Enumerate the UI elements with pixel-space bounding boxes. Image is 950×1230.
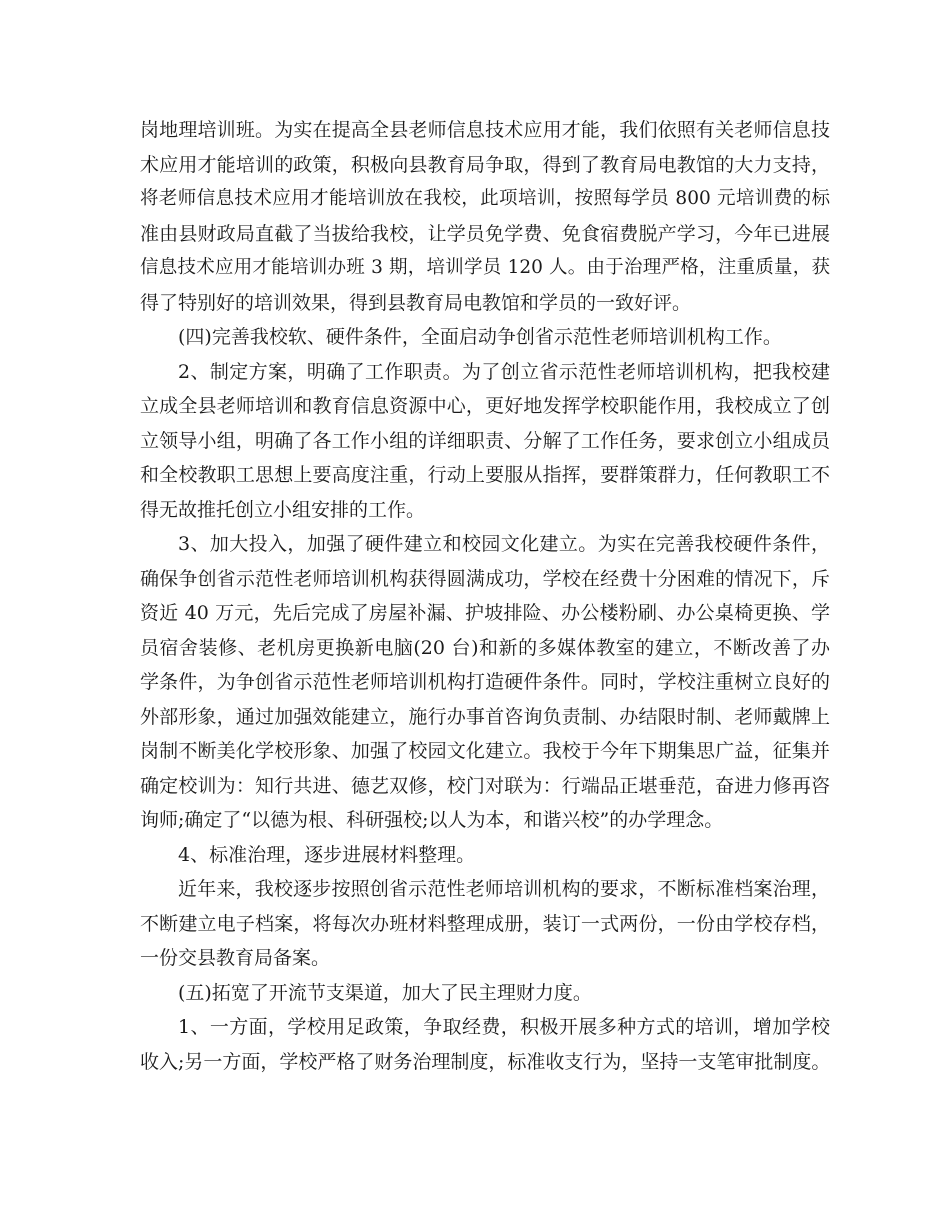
document-body [140, 113, 830, 1079]
text-line: 1、一方面，学校用足政策，争取经费，积极开展多种方式的培训，增加学校 [178, 1016, 830, 1038]
text-line: 资近 40 万元，先后完成了房屋补漏、护坡排险、办公楼粉刷、办公桌椅更换、学 [140, 602, 830, 624]
text-line: 确定校训为：知行共进、德艺双修，校门对联为：行端品正堪垂范，奋进力修再咨 [140, 774, 830, 797]
text-line: 岗制不断美化学校形象、加强了校园文化建立。我校于今年下期集思广益，征集并 [140, 740, 830, 762]
text-line: 得了特别好的培训效果，得到县教育局电教馆和学员的一致好评。 [140, 291, 692, 314]
text-line: (五)拓宽了开流节支渠道，加大了民主理财力度。 [178, 981, 592, 1004]
text-line: 一份交县教育局备案。 [140, 947, 331, 969]
text-line: 得无故推托创立小组安排的工作。 [140, 498, 426, 521]
text-line: 3、加大投入，加强了硬件建立和校园文化建立。为实在完善我校硬件条件， [178, 533, 830, 555]
text-line: 2、制定方案，明确了工作职责。为了创立省示范性老师培训机构，把我校建 [178, 360, 830, 383]
text-line: 近年来，我校逐步按照创省示范性老师培训机构的要求，不断标准档案治理， [178, 878, 830, 900]
text-line: 外部形象，通过加强效能建立，施行办事首咨询负责制、办结限时制、老师戴牌上 [140, 705, 830, 728]
text-line: 信息技术应用才能培训办班 3 期，培训学员 120 人。由于治理严格，注重质量，获 [140, 257, 830, 278]
text-line: 学条件，为争创省示范性老师培训机构打造硬件条件。同时，学校注重树立良好的 [140, 671, 830, 693]
text-line: 将老师信息技术应用才能培训放在我校，此项培训，按照每学员 800 元培训费的标 [140, 188, 830, 209]
text-line: 准由县财政局直截了当拔给我校，让学员免学费、免食宿费脱产学习，今年已进展 [140, 222, 830, 245]
text-line: 员宿舍装修、老机房更换新电脑(20 台)和新的多媒体教室的建立，不断改善了办 [140, 636, 830, 659]
text-line: 4、标准治理，逐步进展材料整理。 [178, 843, 476, 866]
text-line: 确保争创省示范性老师培训机构获得圆满成功，学校在经费十分困难的情况下，斥 [140, 567, 830, 590]
text-line: 岗地理培训班。为实在提高全县老师信息技术应用才能，我们依照有关老师信息技 [140, 119, 830, 141]
text-line: 收入;另一方面，学校严格了财务治理制度，标准收支行为，坚持一支笔审批制度。 [140, 1050, 831, 1073]
text-line: 不断建立电子档案，将每次办班材料整理成册，装订一式两份，一份由学校存档， [140, 912, 830, 935]
text-line: 和全校教职工思想上要高度注重，行动上要服从指挥，要群策群力，任何教职工不 [140, 464, 830, 486]
text-line: 立成全县老师培训和教育信息资源中心，更好地发挥学校职能作用，我校成立了创 [140, 395, 830, 417]
text-line: 询师;确定了“以德为根、科研强校;以人为本，和谐兴校”的办学理念。 [140, 809, 724, 831]
text-line: 立领导小组，明确了各工作小组的详细职责、分解了工作任务，要求创立小组成员 [140, 429, 830, 452]
text-line: (四)完善我校软、硬件条件，全面启动争创省示范性老师培训机构工作。 [178, 326, 782, 348]
text-line: 术应用才能培训的政策，积极向县教育局争取，得到了教育局电教馆的大力支持， [140, 153, 830, 176]
